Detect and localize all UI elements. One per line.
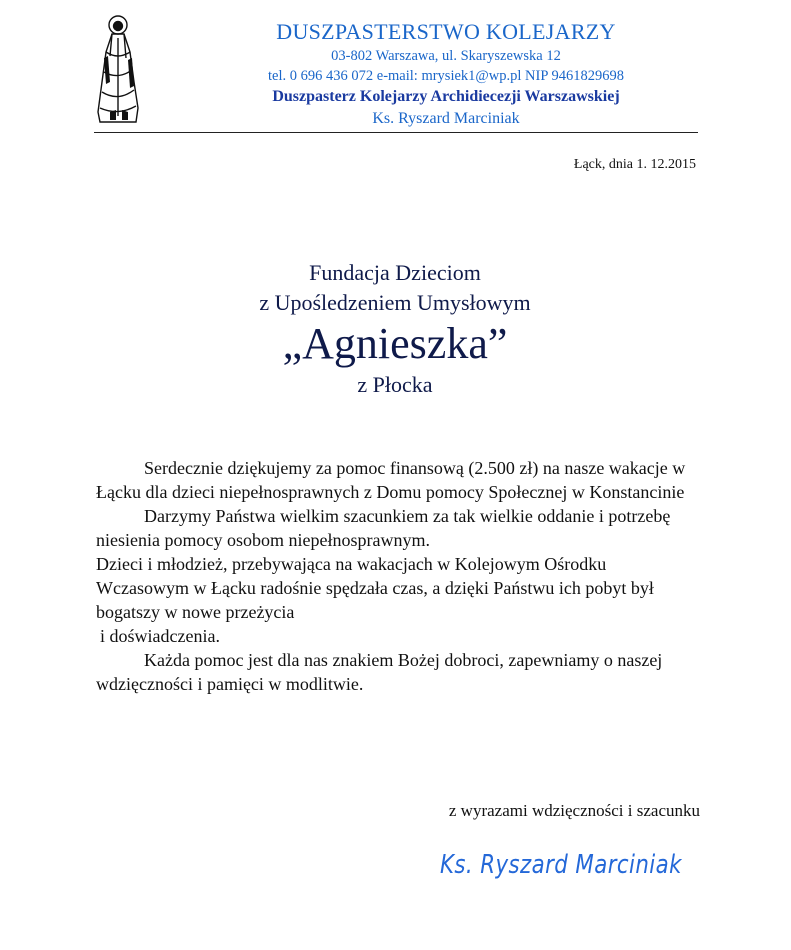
recipient-line-4: z Płocka [357,372,433,397]
priest-name: Ks. Ryszard Marciniak [372,110,520,127]
recipient-line-2: z Upośledzeniem Umysłowym [259,290,531,315]
org-role: Duszpasterz Kolejarzy Archidiecezji Warszawskiej [272,88,620,105]
paragraph-1: Serdecznie dziękujemy za pomoc finansową (2.500 zł) na nasze wakacje w Łącku dla dzieci niepełnosprawnych z Domu pomocy Społecznej w Konstancinie [96,458,686,502]
date-line: Łąck, dnia 1. 12.2015 [573,157,696,172]
letter-body [96,456,702,696]
org-address: 03-802 Warszawa, ul. Skaryszewska 12 [331,48,561,64]
saint-figure-logo [92,12,144,126]
paragraph-2: Darzymy Państwa wielkim szacunkiem za tak wielkie oddanie i potrzebę niesienia pomocy osobom niepełnosprawnym. [96,506,671,550]
closing-line: z wyrazami wdzięczności i szacunku [448,801,700,820]
recipient-line-1: Fundacja Dzieciom [309,260,481,285]
header-divider [94,132,698,133]
paragraph-3-end: i doświadczenia. [100,626,220,646]
letterhead [196,18,696,130]
recipient-name: „Agnieszka” [282,319,508,368]
recipient-block [160,258,630,400]
org-name: DUSZPASTERSTWO KOLEJARZY [276,19,616,44]
paragraph-4: Każda pomoc jest dla nas znakiem Bożej dobroci, zapewniamy o naszej wdzięczności i pamięci w modlitwie. [96,650,663,694]
paragraph-3: Dzieci i młodzież, przebywająca na wakacjach w Kolejowym Ośrodku Wczasowym w Łącku radośnie spędzała czas, a dzięki Państwu ich pobyt był bogatszy w nowe przeżycia [96,554,654,622]
org-contact: tel. 0 696 436 072 e-mail: mrysiek1@wp.pl NIP 9461829698 [268,68,624,84]
signature: Ks. Ryszard Marciniak [440,850,682,880]
